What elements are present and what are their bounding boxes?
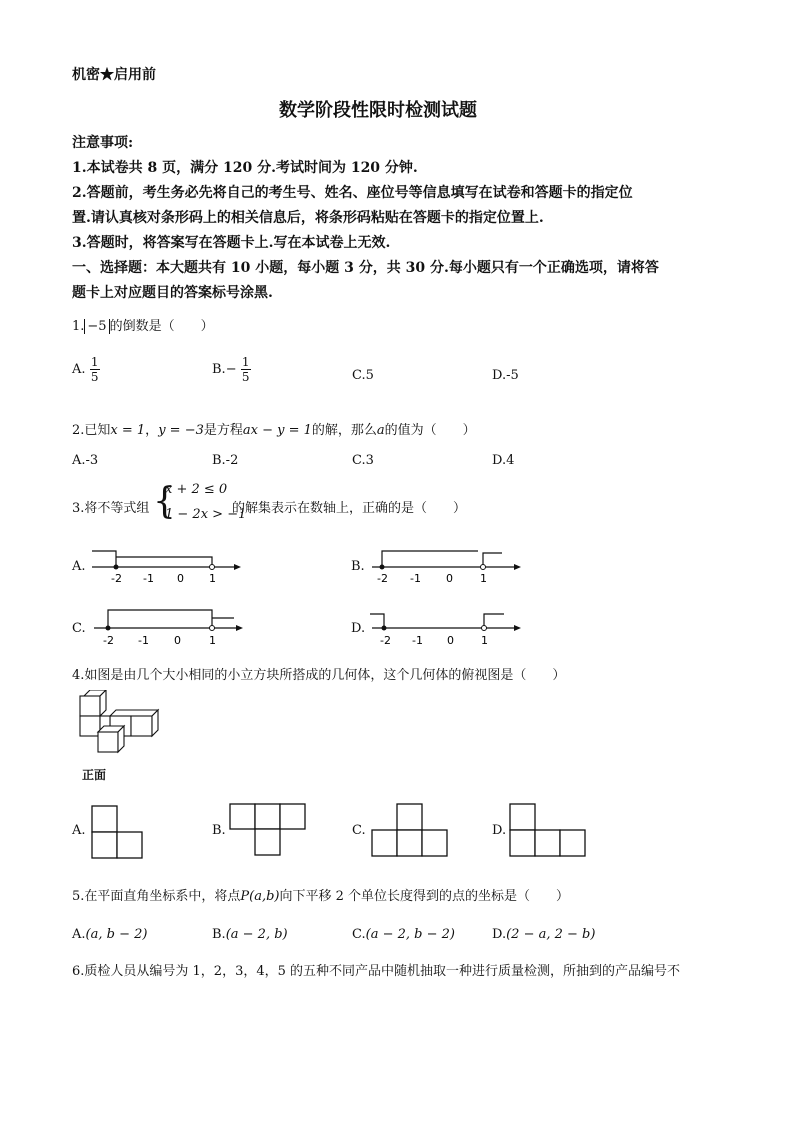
question-2 <box>72 419 476 438</box>
section-heading: 一、选择题：本大题共有 10 小题，每小题 3 分，共 30 分.每小题只有一个正确选项，请将答 <box>72 260 659 276</box>
solution-ray-right <box>116 557 212 567</box>
fraction <box>241 355 251 384</box>
q2-option-a[interactable]: A.-3 <box>72 453 99 468</box>
tick-label: 0 <box>177 572 184 585</box>
q2-comma: ， <box>145 423 159 438</box>
solution-segment <box>108 610 212 628</box>
q4-option-b-grid[interactable] <box>228 802 308 858</box>
front-view-label: 正面 <box>82 768 107 782</box>
closed-dot <box>106 626 111 631</box>
closed-dot <box>114 565 119 570</box>
open-dot <box>210 565 215 570</box>
axis-arrow <box>234 564 241 570</box>
q3-option-b-numberline[interactable] <box>366 545 526 587</box>
q3-option-b-label[interactable]: B. <box>351 559 365 574</box>
tick-label: 0 <box>446 572 453 585</box>
grid-cell <box>280 804 305 829</box>
tick-label: 1 <box>480 572 487 585</box>
closed-dot <box>382 626 387 631</box>
solution-ray-left <box>382 551 478 567</box>
grid-cell <box>560 830 585 856</box>
q3-prefix: 3.将不等式组 <box>72 501 150 516</box>
q4-option-a-label[interactable]: A. <box>72 823 86 838</box>
note-item: 1.本试卷共 8 页，满分 120 分.考试时间为 120 分钟. <box>72 160 418 176</box>
tick-label: 0 <box>174 634 181 647</box>
q1-number: 1. <box>72 319 85 334</box>
option-label: B. <box>212 927 226 942</box>
q2-variable: a <box>376 423 385 438</box>
axis-arrow <box>236 625 243 631</box>
q2-option-b[interactable]: B.-2 <box>212 453 239 468</box>
grid-cell <box>92 806 117 832</box>
tick-label: -1 <box>143 572 154 585</box>
axis-arrow <box>514 564 521 570</box>
q3-inequality-1: x + 2 ≤ 0 <box>165 482 228 497</box>
grid-cell <box>255 829 280 855</box>
q3-option-d-label[interactable]: D. <box>351 621 366 636</box>
grid-cell <box>510 830 535 856</box>
q5-point: P(a,b) <box>240 889 280 904</box>
q2-x-value: x = 1 <box>110 423 146 438</box>
q3-option-c-numberline[interactable] <box>88 604 248 648</box>
q1-option-b[interactable] <box>212 355 251 384</box>
denominator: 5 <box>90 370 99 384</box>
q3-suffix: 的解集表示在数轴上，正确的是（ ） <box>232 501 467 516</box>
denominator: 5 <box>241 370 250 384</box>
q1-option-d[interactable]: D.-5 <box>492 368 519 383</box>
grid-cell <box>372 830 397 856</box>
notes-heading: 注意事项: <box>72 135 134 151</box>
tick-label: -2 <box>380 634 391 647</box>
q1-text: 的倒数是（ ） <box>109 319 214 334</box>
grid-cell <box>397 830 422 856</box>
q2-text: 的值为（ ） <box>384 423 476 438</box>
solution-ray-left <box>92 551 116 567</box>
option-label: B. <box>212 362 226 377</box>
grid-cell <box>92 832 117 858</box>
minus-sign: − <box>225 362 237 377</box>
q5-option-c[interactable] <box>352 927 455 942</box>
q5-option-b[interactable] <box>212 927 288 942</box>
cube-face <box>80 696 100 716</box>
tick-label: 1 <box>481 634 488 647</box>
solution-ray-right <box>483 553 502 567</box>
q1-absolute-value: −5 <box>84 319 109 334</box>
cube-face <box>80 716 100 736</box>
q3-inequality-2: 1 − 2x > −1 <box>165 507 247 522</box>
numerator: 1 <box>241 355 250 369</box>
tick-label: -2 <box>103 634 114 647</box>
q5-option-d[interactable] <box>492 927 595 942</box>
q3-option-a-numberline[interactable] <box>86 545 246 587</box>
note-item: 置.请认真核对条形码上的相关信息后，将条形码粘贴在答题卡的指定位置上. <box>72 210 544 226</box>
question-4: 4.如图是由几个大小相同的小立方块所搭成的几何体，这个几何体的俯视图是（ ） <box>72 668 566 683</box>
question-5 <box>72 885 569 904</box>
q2-equation: ax − y = 1 <box>242 423 312 438</box>
q4-option-a-grid[interactable] <box>90 804 146 860</box>
q3-option-d-numberline[interactable] <box>366 604 526 648</box>
page-title: 数学阶段性限时检测试题 <box>279 100 477 121</box>
solution-ray-left <box>370 614 384 628</box>
option-value: (a − 2, b) <box>225 927 288 942</box>
q2-text: 的解，那么 <box>311 423 377 438</box>
numerator: 1 <box>90 355 99 369</box>
q4-option-c-label[interactable]: C. <box>352 823 366 838</box>
axis-arrow <box>514 625 521 631</box>
grid-cell <box>397 804 422 830</box>
grid-cell <box>230 804 255 829</box>
tick-label: -2 <box>377 572 388 585</box>
q4-option-d-label[interactable]: D. <box>492 823 507 838</box>
tick-label: -1 <box>412 634 423 647</box>
q4-option-b-label[interactable]: B. <box>212 823 226 838</box>
q4-option-c-grid[interactable] <box>370 802 450 860</box>
q2-text: 是方程 <box>203 423 243 438</box>
grid-cell <box>422 830 447 856</box>
tick-label: 1 <box>209 572 216 585</box>
cube-top <box>110 710 158 716</box>
tick-label: 0 <box>447 634 454 647</box>
cube-face <box>98 732 118 752</box>
grid-cell <box>535 830 560 856</box>
option-label: A. <box>72 927 86 942</box>
option-value: (a − 2, b − 2) <box>365 927 455 942</box>
q3-option-c-label[interactable]: C. <box>72 621 86 636</box>
cube-face <box>131 716 152 736</box>
option-label: A. <box>72 362 86 377</box>
grid-cell <box>117 832 142 858</box>
section-heading-cont: 题卡上对应题目的答案标号涂黑. <box>72 285 273 301</box>
tick-label: -2 <box>111 572 122 585</box>
q5-option-a[interactable] <box>72 927 147 942</box>
grid-cell <box>255 804 280 829</box>
fraction <box>90 355 100 384</box>
option-label: C. <box>352 927 366 942</box>
open-dot <box>482 626 487 631</box>
note-item: 2.答题前，考生务必先将自己的考生号、姓名、座位号等信息填写在试卷和答题卡的指定位 <box>72 185 633 201</box>
option-value: (2 − a, 2 − b) <box>506 927 596 942</box>
q2-text: 2.已知 <box>72 423 111 438</box>
q4-cube-figure <box>76 690 166 758</box>
q4-option-d-grid[interactable] <box>508 802 590 860</box>
solution-ray-right <box>484 614 504 628</box>
option-value: (a, b − 2) <box>85 927 148 942</box>
open-dot <box>210 626 215 631</box>
confidential-label: 机密★启用前 <box>72 67 156 83</box>
question-1 <box>72 315 214 334</box>
option-label: D. <box>492 927 507 942</box>
q5-text: 5.在平面直角坐标系中，将点 <box>72 889 241 904</box>
closed-dot <box>380 565 385 570</box>
q5-text: 向下平移 2 个单位长度得到的点的坐标是（ ） <box>279 889 570 904</box>
open-dot <box>481 565 486 570</box>
q3-option-a-label[interactable]: A. <box>72 559 86 574</box>
grid-cell <box>510 804 535 830</box>
q1-option-c[interactable]: C.5 <box>352 368 374 383</box>
q2-option-d[interactable]: D.4 <box>492 453 515 468</box>
tick-label: -1 <box>410 572 421 585</box>
q2-y-value: y = −3 <box>158 423 204 438</box>
q2-option-c[interactable]: C.3 <box>352 453 374 468</box>
q1-option-a[interactable] <box>72 355 100 384</box>
question-6: 6.质检人员从编号为 1，2，3，4，5 的五种不同产品中随机抽取一种进行质量检测，所抽到的产品编号不 <box>72 964 681 979</box>
tick-label: -1 <box>138 634 149 647</box>
q3-brace: { <box>153 481 176 522</box>
note-item: 3.答题时，将答案写在答题卡上.写在本试卷上无效. <box>72 235 391 251</box>
tick-label: 1 <box>209 634 216 647</box>
